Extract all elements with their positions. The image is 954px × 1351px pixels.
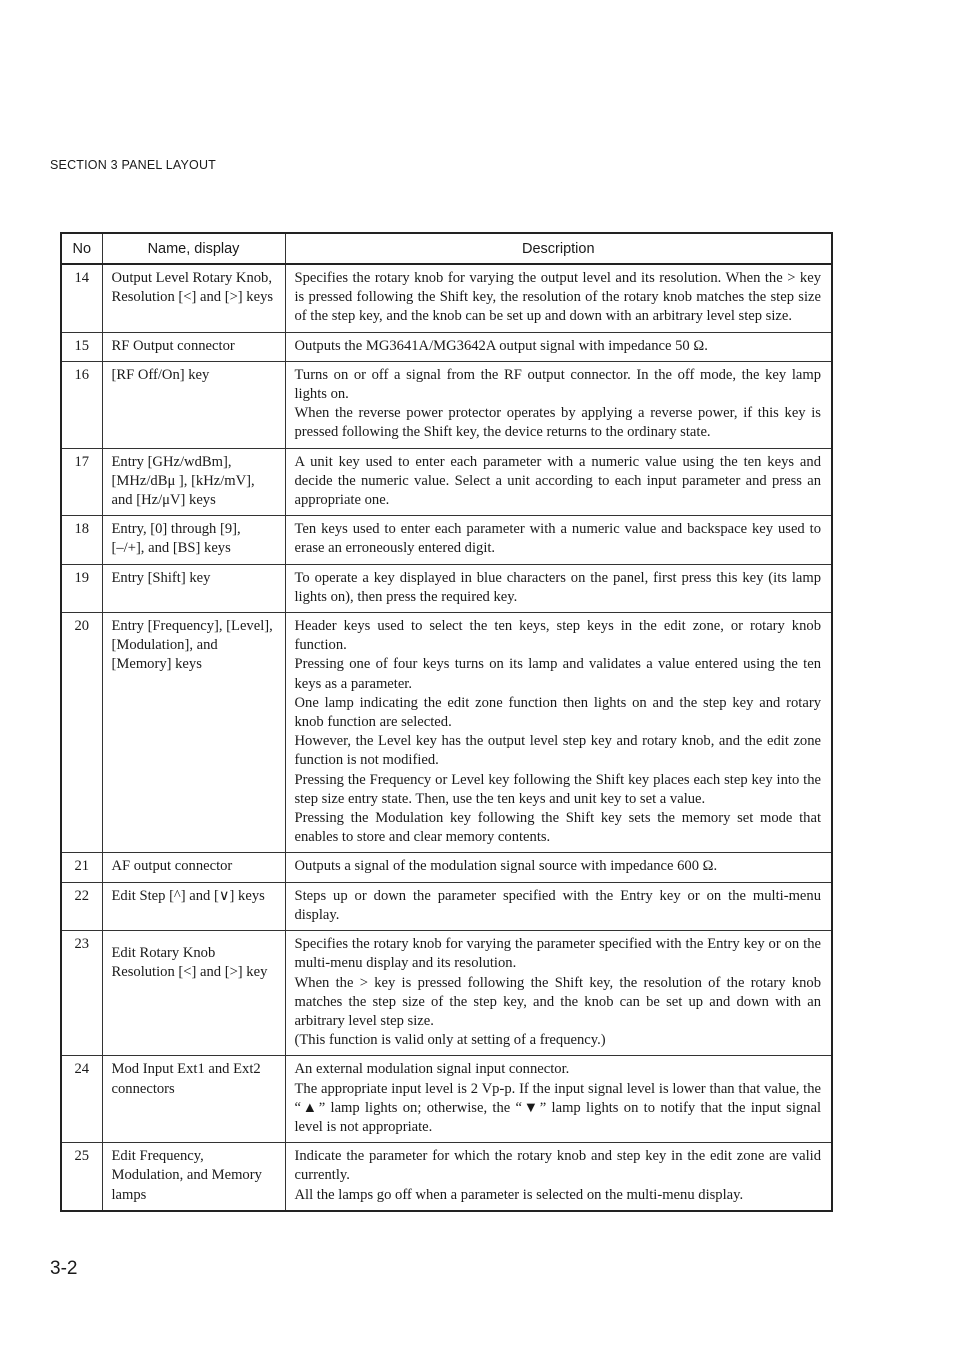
- item-name: [RF Off/On] key: [102, 361, 285, 448]
- description-line: Pressing one of four keys turns on its lamp and validates a value entered using the ten keys as a parameter.: [294, 656, 821, 692]
- item-name: RF Output connector: [102, 332, 285, 361]
- table-row: [61, 361, 832, 448]
- description-line: A unit key used to enter each parameter with a numeric value using the ten keys and decide the numeric value. Select a unit according to each input parameter and press an appropriate one.: [294, 453, 821, 509]
- item-number: 24: [61, 1056, 102, 1143]
- description-line: The appropriate input level is 2 Vp-p. If the input signal level is lower than that value, the “▲” lamp lights on; otherwise, the “▼” lamp lights on to notify that the input signal level is not appropriate.: [294, 1080, 821, 1135]
- description-line: Ten keys used to enter each parameter with a numeric value and backspace key used to erase an erroneously entered digit.: [294, 521, 821, 557]
- panel-layout-table: [60, 232, 833, 1212]
- item-number: 23: [61, 931, 102, 1056]
- item-number: 21: [61, 853, 102, 882]
- column-header-no: No: [61, 233, 102, 264]
- item-description: [285, 1056, 832, 1143]
- description-line: Outputs a signal of the modulation signal source with impedance 600 Ω.: [294, 858, 718, 875]
- item-name: Entry [GHz/wdBm], [MHz/dBμ ], [kHz/mV], and [Hz/μV] keys: [102, 448, 285, 516]
- item-name: Entry [Shift] key: [102, 564, 285, 612]
- table-row: [61, 931, 832, 1056]
- item-description: [285, 1143, 832, 1211]
- item-number: 19: [61, 564, 102, 612]
- description-line: Outputs the MG3641A/MG3642A output signal with impedance 50 Ω.: [294, 337, 708, 354]
- description-line: Specifies the rotary knob for varying the parameter specified with the Entry key or on the multi-menu display and its resolution.: [294, 936, 821, 972]
- item-description: [285, 264, 832, 332]
- item-name: AF output connector: [102, 853, 285, 882]
- description-line: (This function is valid only at setting of a frequency.): [294, 1032, 606, 1049]
- description-line: Turns on or off a signal from the RF output connector. In the off mode, the key lamp lights on.: [294, 366, 821, 403]
- item-name: Entry, [0] through [9], [–/+], and [BS] keys: [102, 516, 285, 564]
- description-line: One lamp indicating the edit zone function then lights on and the step key and rotary knob function are selected.: [294, 694, 821, 731]
- description-line: When the reverse power protector operates by applying a reverse power, if this key is pressed following the Shift key, the device returns to the ordinary state.: [294, 405, 821, 441]
- item-name: Edit Rotary Knob Resolution [<] and [>] key: [102, 931, 285, 1056]
- item-description: [285, 448, 832, 516]
- item-number: 14: [61, 264, 102, 332]
- item-number: 15: [61, 332, 102, 361]
- description-line: When the > key is pressed following the Shift key, the resolution of the rotary knob matches the step size of the step key, and the knob can be set up and down with an arbitrary level step size.: [294, 974, 821, 1029]
- item-number: 16: [61, 361, 102, 448]
- item-description: [285, 931, 832, 1056]
- item-name: Output Level Rotary Knob, Resolution [<] and [>] keys: [102, 264, 285, 332]
- table-body: [61, 264, 832, 1211]
- table-row: [61, 1143, 832, 1211]
- description-line: Steps up or down the parameter specified with the Entry key or on the multi-menu display.: [294, 887, 821, 923]
- table-row: [61, 882, 832, 930]
- page-number: 3-2: [50, 1258, 78, 1279]
- table-header-row: [61, 233, 832, 264]
- item-description: [285, 853, 832, 882]
- item-description: [285, 332, 832, 361]
- column-header-name: Name, display: [102, 233, 285, 264]
- table-row: [61, 613, 832, 853]
- description-line: Specifies the rotary knob for varying the output level and its resolution. When the > key is pressed following the Shift key, the resolution of the rotary knob matches the step size of the step key, and the knob can be set up and down with an arbitrary level step size.: [294, 270, 821, 325]
- table-row: [61, 1056, 832, 1143]
- item-number: 25: [61, 1143, 102, 1211]
- item-description: [285, 882, 832, 930]
- item-description: [285, 361, 832, 448]
- item-name: Edit Frequency, Modulation, and Memory lamps: [102, 1143, 285, 1211]
- table-row: [61, 448, 832, 516]
- table-row: [61, 516, 832, 564]
- item-number: 17: [61, 448, 102, 516]
- item-number: 18: [61, 516, 102, 564]
- item-name: Edit Step [^] and [∨] keys: [102, 882, 285, 930]
- table-row: [61, 264, 832, 332]
- table-row: [61, 332, 832, 361]
- description-line: Indicate the parameter for which the rotary knob and step key in the edit zone are valid currently.: [294, 1148, 821, 1184]
- item-number: 22: [61, 882, 102, 930]
- table-row: [61, 853, 832, 882]
- item-name: Mod Input Ext1 and Ext2 connectors: [102, 1056, 285, 1143]
- description-line: All the lamps go off when a parameter is selected on the multi-menu display.: [294, 1186, 744, 1203]
- description-line: Header keys used to select the ten keys, step keys in the edit zone, or rotary knob function.: [294, 618, 821, 654]
- item-name: Entry [Frequency], [Level], [Modulation], and [Memory] keys: [102, 613, 285, 853]
- item-description: [285, 613, 832, 853]
- description-line: However, the Level key has the output level step key and rotary knob, and the edit zone function is not modified.: [294, 733, 821, 769]
- table-row: [61, 564, 832, 612]
- section-header: SECTION 3 PANEL LAYOUT: [50, 158, 217, 172]
- item-number: 20: [61, 613, 102, 853]
- description-line: To operate a key displayed in blue characters on the panel, first press this key (its lamp lights on), then press the required key.: [294, 569, 821, 605]
- item-description: [285, 564, 832, 612]
- column-header-description: Description: [285, 233, 832, 264]
- description-line: An external modulation signal input connector.: [294, 1061, 570, 1078]
- description-line: Pressing the Frequency or Level key following the Shift key places each step key into the step size entry state. Then, use the ten keys and unit key to set a value.: [294, 771, 821, 807]
- description-line: Pressing the Modulation key following the Shift key sets the memory set mode that enables to store and clear memory contents.: [294, 810, 821, 846]
- item-description: [285, 516, 832, 564]
